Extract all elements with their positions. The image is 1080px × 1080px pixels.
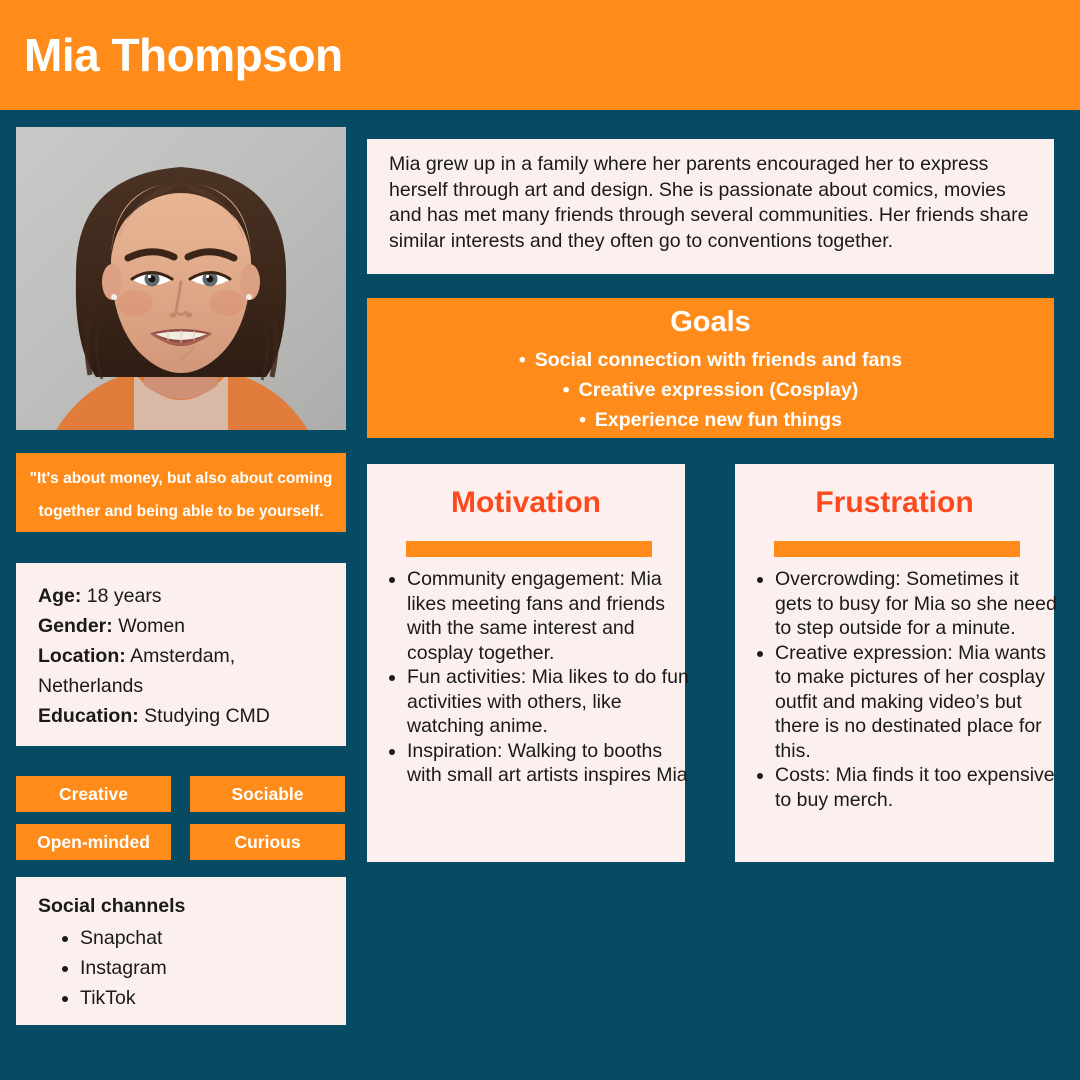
frustration-card [735,464,1057,862]
frustration-title: Frustration [815,486,974,519]
trait-tag-curious[interactable]: Curious [190,824,345,860]
list-item: • Snapchat [80,923,167,953]
list-item: • TikTok [80,983,167,1013]
list-item: • Creative expression: Mia wants to make pictures of her cosplay outfit and making video’s but there is no destinated place for this. [775,641,1061,764]
list-item: • Overcrowding: Sometimes it gets to busy for Mia so she need to step outside for a minute. [775,567,1061,641]
list-item: • Fun activities: Mia likes to do fun activities with others, like watching anime. [407,665,693,739]
social-channels-title: Social channels [38,895,186,917]
list-item: • Experience new fun things [367,405,1054,435]
list-item: • Creative expression (Cosplay) [367,375,1054,405]
goals-card [367,298,1054,438]
list-item: • Inspiration: Walking to booths with small art artists inspires Mia [407,739,693,788]
list-item: • Costs: Mia finds it too expensive to buy merch. [775,763,1061,812]
bio-card [367,139,1054,274]
motivation-title: Motivation [451,486,601,519]
demographics-row [38,641,333,701]
demographics-label: Education: [38,705,139,727]
demographics-card [16,563,346,746]
trait-tag-creative[interactable]: Creative [16,776,171,812]
list-item: • Instagram [80,953,167,983]
avatar [16,127,346,430]
quote-card [16,453,346,532]
trait-tag-sociable[interactable]: Sociable [190,776,345,812]
social-channels-list [58,923,167,1013]
bio-text: Mia grew up in a family where her parents encouraged her to express herself through art and design. She is passionate about comics, movies and has met many friends through several communities. Her friends share similar interests and they often go to conventions together. [389,153,1029,252]
page-header [0,0,1080,110]
motivation-card [367,464,689,862]
frustration-accent-bar [774,541,1020,557]
page-title: Mia Thompson [24,29,343,81]
demographics-value: Studying CMD [144,705,270,727]
social-channels-card [16,877,346,1025]
demographics-label: Age: [38,585,82,607]
goals-title: Goals [670,306,751,338]
demographics-list [38,581,333,731]
demographics-value: Amsterdam, Netherlands [38,645,236,697]
demographics-label: Gender: [38,615,113,637]
motivation-accent-bar [406,541,652,557]
portrait-illustration [16,127,346,430]
quote-text: "It's about money, but also about coming together and being able to be yourself. [29,470,333,520]
list-item: • Social connection with friends and fans [367,345,1054,375]
demographics-row [38,581,333,611]
goals-list [367,345,1054,435]
demographics-value: 18 years [86,585,162,607]
motivation-list [383,567,693,788]
demographics-row [38,611,333,641]
demographics-row [38,701,333,731]
demographics-label: Location: [38,645,126,667]
demographics-value: Women [118,615,186,637]
trait-tag-open-minded[interactable]: Open-minded [16,824,171,860]
list-item: • Community engagement: Mia likes meeting fans and friends with the same interest and cosplay together. [407,567,693,665]
frustration-list [751,567,1061,812]
